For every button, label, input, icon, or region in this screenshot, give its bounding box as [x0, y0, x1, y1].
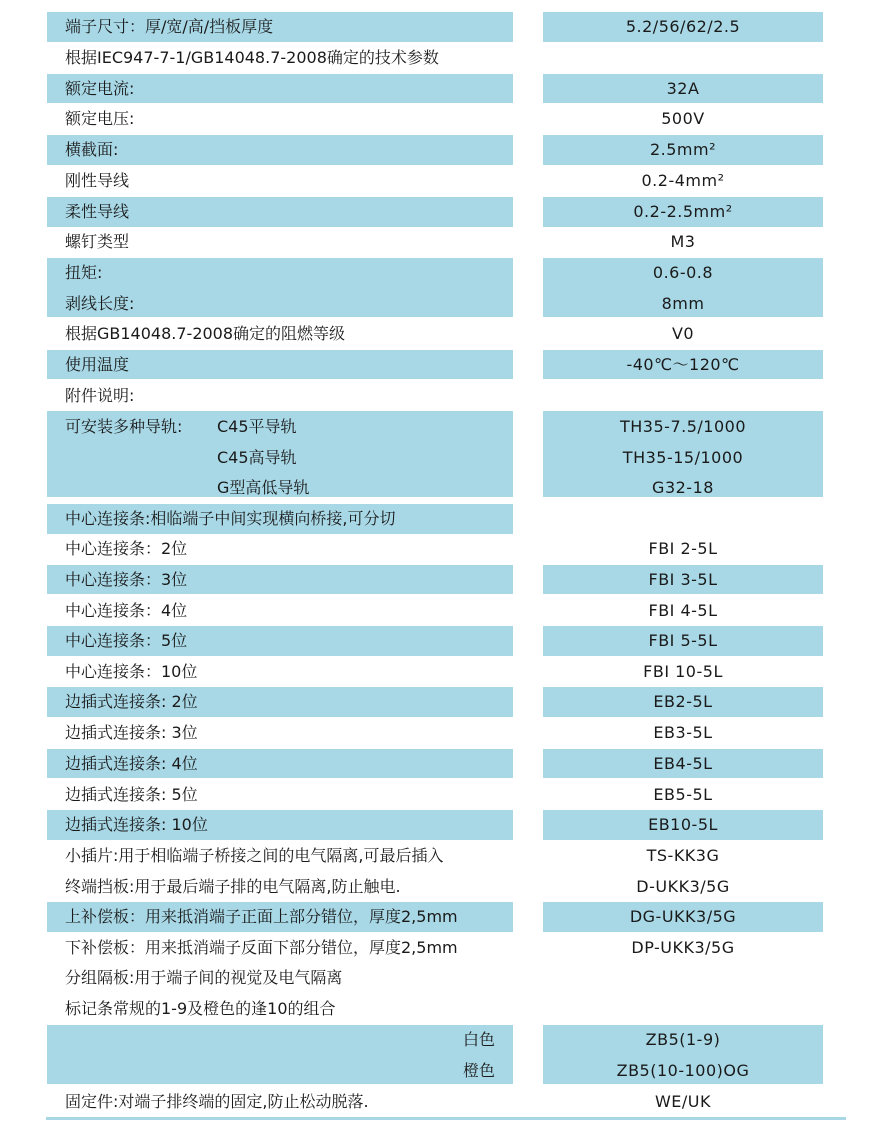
row-label: 边插式连接条: 2位 [65, 692, 198, 711]
row-value: M3 [670, 232, 696, 251]
row-value: ZB5(1-9) [645, 1030, 721, 1049]
row-value: 2.5mm² [649, 140, 717, 159]
row-value: EB5-5L [653, 785, 713, 804]
rail-sub-label: C45高导轨 [217, 448, 297, 467]
row-label: 附件说明: [65, 386, 135, 405]
rail-sub-label: C45平导轨 [217, 417, 297, 436]
row-label: 端子尺寸：厚/宽/高/挡板厚度 [65, 17, 274, 36]
row-value: FBI 5-5L [648, 631, 718, 650]
row-label: 剥线长度: [65, 294, 135, 313]
row-label: 螺钉类型 [65, 232, 130, 251]
color-label: 橙色 [462, 1061, 495, 1080]
row-label: 根据GB14048.7-2008确定的阻燃等级 [65, 324, 346, 343]
row-label: 小插片:用于相临端子桥接之间的电气隔离,可最后插入 [65, 846, 444, 865]
row-value: D-UKK3/5G [636, 877, 730, 896]
row-value: 32A [666, 79, 700, 98]
row-value: EB10-5L [648, 815, 718, 834]
row-value: EB3-5L [653, 723, 713, 742]
row-label: 上补偿板：用来抵消端子正面上部分错位，厚度2,5mm [65, 907, 458, 926]
row-label: 边插式连接条: 10位 [65, 815, 208, 834]
row-value: ZB5(10-100)OG [616, 1061, 750, 1080]
row-value: -40℃～120℃ [626, 355, 740, 374]
row-value: DP-UKK3/5G [631, 938, 735, 957]
row-label: 边插式连接条: 4位 [65, 754, 198, 773]
row-label: 使用温度 [65, 355, 130, 374]
row-value: EB2-5L [653, 692, 713, 711]
row-value: G32-18 [652, 478, 714, 497]
row-label: 中心连接条：10位 [65, 662, 198, 681]
row-value: 0.6-0.8 [652, 263, 714, 282]
row-value: V0 [671, 324, 695, 343]
row-value: 0.2-2.5mm² [633, 202, 733, 221]
row-value: 8mm [661, 294, 705, 313]
row-value: DG-UKK3/5G [629, 907, 737, 926]
bottom-divider [46, 1117, 846, 1120]
row-value: FBI 4-5L [648, 601, 718, 620]
color-label: 白色 [462, 1030, 495, 1049]
row-value: FBI 2-5L [648, 539, 718, 558]
row-label: 刚性导线 [65, 171, 130, 190]
row-value: FBI 10-5L [643, 662, 723, 681]
row-label: 标记条常规的1-9及橙色的逢10的组合 [65, 999, 336, 1018]
row-label: 中心连接条：5位 [65, 631, 188, 650]
row-label: 柔性导线 [65, 202, 130, 221]
rail-sub-label: G型高低导轨 [217, 478, 310, 497]
row-label: 中心连接条：4位 [65, 601, 188, 620]
row-value: 0.2-4mm² [641, 171, 725, 190]
row-value: 500V [661, 109, 705, 128]
row-value: TH35-7.5/1000 [620, 417, 746, 436]
row-value: FBI 3-5L [648, 570, 718, 589]
row-label: 可安装多种导轨: [65, 417, 183, 436]
row-label: 扭矩: [65, 263, 103, 282]
row-label: 额定电流: [65, 79, 135, 98]
row-label: 下补偿板：用来抵消端子反面下部分错位，厚度2,5mm [65, 938, 458, 957]
row-value: TH35-15/1000 [622, 448, 744, 467]
row-label: 固定件:对端子排终端的固定,防止松动脱落. [65, 1092, 369, 1111]
row-value: EB4-5L [653, 754, 713, 773]
row-label: 中心连接条：2位 [65, 539, 188, 558]
row-label: 中心连接条：3位 [65, 570, 188, 589]
row-value: WE/UK [654, 1092, 712, 1111]
row-value: 5.2/56/62/2.5 [625, 17, 741, 36]
row-label: 分组隔板:用于端子间的视觉及电气隔离 [65, 968, 343, 987]
row-label: 边插式连接条: 5位 [65, 785, 198, 804]
row-label: 额定电压: [65, 109, 135, 128]
row-label: 根据IEC947-7-1/GB14048.7-2008确定的技术参数 [65, 48, 439, 67]
row-label: 横截面: [65, 140, 119, 159]
row-label: 中心连接条:相临端子中间实现横向桥接,可分切 [65, 509, 396, 528]
row-label: 边插式连接条: 3位 [65, 723, 198, 742]
row-label: 终端挡板:用于最后端子排的电气隔离,防止触电. [65, 877, 401, 896]
row-value: TS-KK3G [646, 846, 720, 865]
